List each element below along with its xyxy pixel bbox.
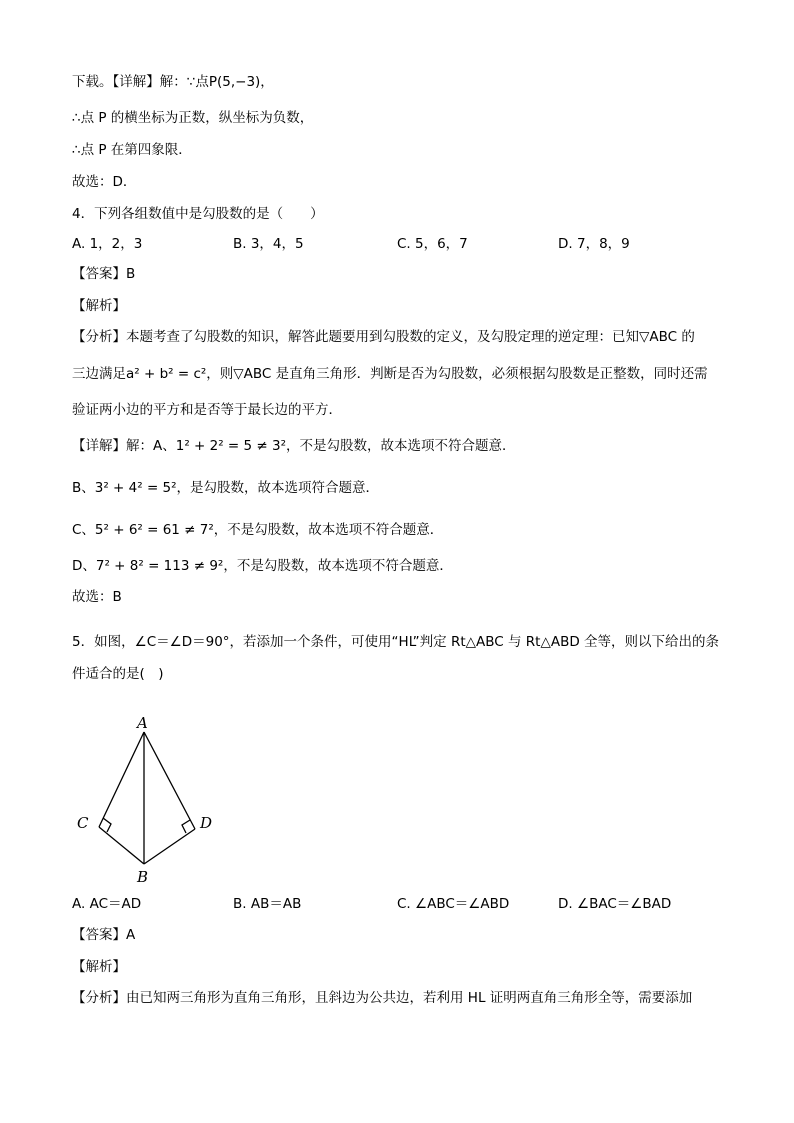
q5-analysis-heading: 【解析】	[72, 959, 126, 975]
label-c: C	[77, 814, 89, 832]
segment-cb	[99, 827, 144, 864]
text-line: 下载。【详解】解：∵点P(5,−3)，	[72, 74, 274, 90]
q4-detail-line: 故选：B	[72, 589, 122, 605]
q5-option-d: D. ∠BAC＝∠BAD	[558, 896, 672, 912]
segment-db	[144, 829, 195, 864]
text-line: ∴点 P 的横坐标为正数，纵坐标为负数，	[72, 110, 314, 126]
kite-figure	[60, 712, 230, 892]
q4-option-c: C. 5，6，7	[397, 236, 468, 252]
question-4-stem: 4．下列各组数值中是勾股数的是（ ）	[72, 206, 324, 222]
q5-analysis-line: 【分析】由已知两三角形为直角三角形，且斜边为公共边，若利用 HL 证明两直角三角形全等，需要添加	[72, 990, 693, 1006]
segment-ad	[144, 732, 195, 829]
q4-option-b: B. 3，4，5	[233, 236, 304, 252]
label-d: D	[200, 814, 213, 832]
q5-answer: 【答案】A	[72, 927, 136, 943]
q4-detail-line: B、3² + 4² = 5²，是勾股数，故本选项符合题意．	[72, 480, 380, 496]
right-angle-mark-c	[103, 818, 111, 832]
q4-detail-line: C、5² + 6² = 61 ≠ 7²，不是勾股数，故本选项不符合题意．	[72, 522, 444, 538]
label-b: B	[137, 868, 149, 886]
text-line: ∴点 P 在第四象限．	[72, 142, 192, 158]
right-angle-mark-d	[182, 820, 190, 833]
segment-ac	[99, 732, 144, 827]
q4-analysis-line: 验证两小边的平方和是否等于最长边的平方．	[72, 402, 342, 418]
label-a: A	[137, 714, 148, 732]
q4-analysis-line: 【分析】本题考查了勾股数的知识，解答此题要用到勾股数的定义，及勾股定理的逆定理：已知▽ABC 的	[72, 329, 695, 345]
q4-analysis-heading: 【解析】	[72, 298, 126, 314]
q4-option-a: A. 1，2，3	[72, 236, 143, 252]
q4-option-d: D. 7，8，9	[558, 236, 630, 252]
question-5-stem: 5．如图，∠C＝∠D＝90°，若添加一个条件，可使用“HL”判定 Rt△ABC 与 Rt△ABD 全等，则以下给出的条	[72, 634, 720, 650]
question-5-stem: 件适合的是( )	[72, 666, 164, 682]
q5-option-c: C. ∠ABC＝∠ABD	[397, 896, 510, 912]
q4-detail-line: D、7² + 8² = 113 ≠ 9²，不是勾股数，故本选项不符合题意．	[72, 558, 453, 574]
q4-detail-line: 【详解】解：A、1² + 2² = 5 ≠ 3²，不是勾股数，故本选项不符合题意．	[72, 438, 516, 454]
text-line: 故选：D．	[72, 174, 137, 190]
q4-analysis-line: 三边满足a² + b² = c²，则▽ABC 是直角三角形．判断是否为勾股数，必须根据勾股数是正整数，同时还需	[72, 366, 708, 382]
q5-option-a: A. AC＝AD	[72, 896, 142, 912]
q5-option-b: B. AB＝AB	[233, 896, 302, 912]
q4-answer: 【答案】B	[72, 266, 136, 282]
